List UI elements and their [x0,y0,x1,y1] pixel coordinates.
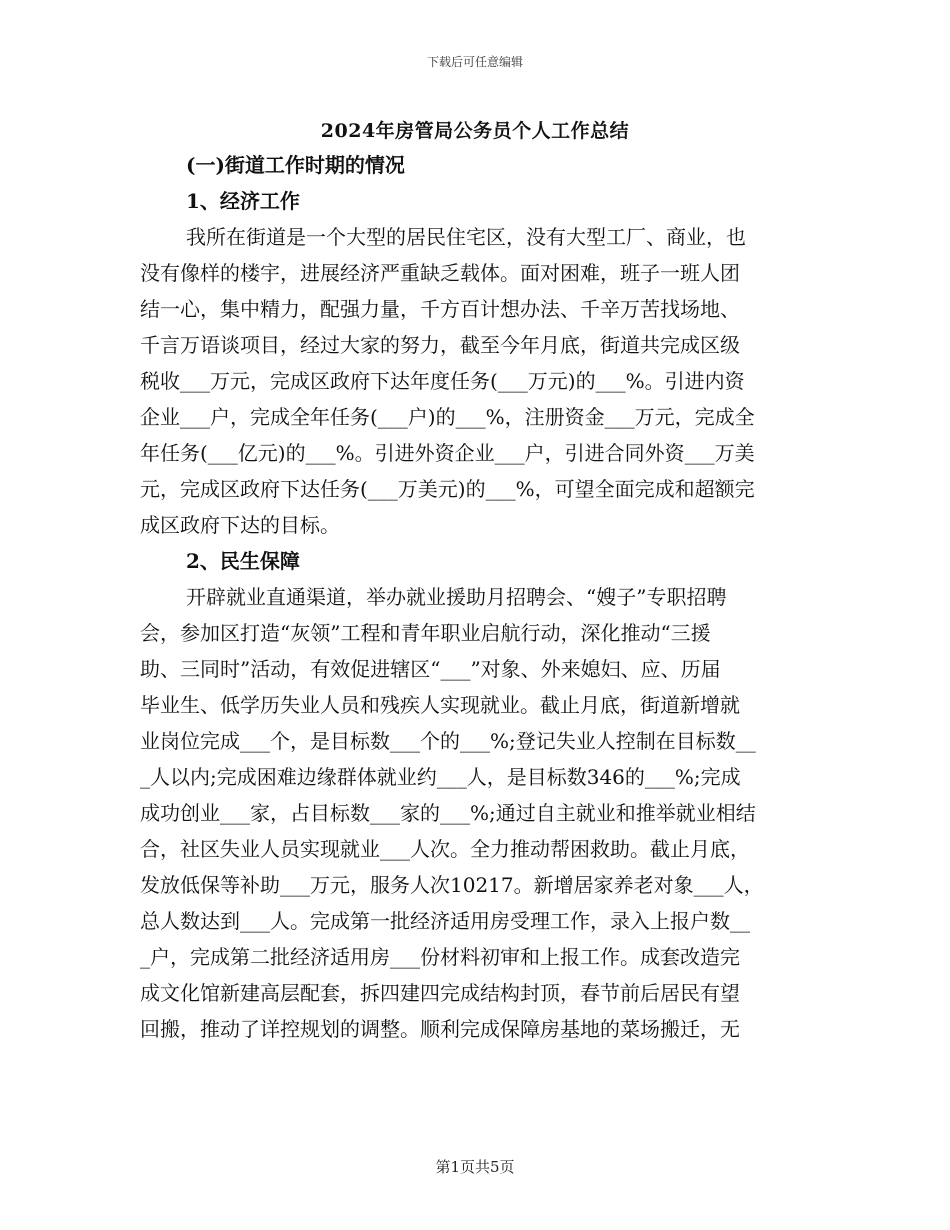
paragraph-line: 元，完成区政府下达任务(___万美元)的___%，可望全面完成和超额完 [140,477,755,501]
paragraph-line: 成区政府下达的目标。 [140,513,340,537]
paragraph-line: 发放低保等补助___万元，服务人次10217。新增居家养老对象___人， [140,873,764,897]
subsection-heading-livelihood: 2、民生保障 [186,549,300,573]
paragraph-line: 企业___户，完成全年任务(___户)的___%，注册资金___万元，完成全 [140,405,755,429]
paragraph-line: 结一心，集中精力，配强力量，千方百计想办法、千辛万苦找场地、 [140,297,740,321]
document-title: 2024年房管局公务员个人工作总结 [320,120,630,142]
paragraph-line: 我所在街道是一个大型的居民住宅区，没有大型工厂、商业，也 [186,225,746,249]
paragraph-line: 助、三同时”活动，有效促进辖区“___”对象、外来媳妇、应、历届 [140,657,721,681]
subsection-heading-economy: 1、经济工作 [186,189,300,213]
paragraph-line: 毕业生、低学历失业人员和残疾人实现就业。截止月底，街道新增就 [140,693,740,717]
paragraph-line: 总人数达到___人。完成第一批经济适用房受理工作，录入上报户数__ [140,909,750,933]
paragraph-line: 税收___万元，完成区政府下达年度任务(___万元)的___%。引进内资 [140,369,745,393]
paragraph-livelihood [140,579,812,1047]
paragraph-line: _户，完成第二批经济适用房___份材料初审和上报工作。成套改造完 [140,945,740,969]
paragraph-line: 年任务(___亿元)的___%。引进外资企业___户，引进合同外资___万美 [140,441,755,465]
document-body [140,147,812,1047]
paragraph-economy [140,219,812,543]
paragraph-line: 没有像样的楼宇，进展经济严重缺乏载体。面对困难，班子一班人团 [140,261,740,285]
paragraph-line: 开辟就业直通渠道，举办就业援助月招聘会、“嫂子”专职招聘 [186,585,727,609]
paragraph-line: 成功创业___家，占目标数___家的___%;通过自主就业和推举就业相结 [140,801,756,825]
section-heading: (一)街道工作时期的情况 [186,153,405,177]
page-number-footer: 第1页共5页 [435,1158,515,1176]
header-note: 下载后可任意编辑 [426,55,523,69]
paragraph-line: 合，社区失业人员实现就业___人次。全力推动帮困救助。截止月底， [140,837,750,861]
paragraph-line: _人以内;完成困难边缘群体就业约___人，是目标数346的___%;完成 [140,765,741,789]
paragraph-line: 回搬，推动了详控规划的调整。顺利完成保障房基地的菜场搬迁，无 [140,1017,740,1041]
paragraph-line: 业岗位完成___个，是目标数___个的___%;登记失业人控制在目标数__ [140,729,756,753]
paragraph-line: 千言万语谈项目，经过大家的努力，截至今年月底，街道共完成区级 [140,333,740,357]
paragraph-line: 会，参加区打造“灰领”工程和青年职业启航行动，深化推动“三援 [140,621,711,645]
paragraph-line: 成文化馆新建高层配套，拆四建四完成结构封顶，春节前后居民有望 [140,981,740,1005]
